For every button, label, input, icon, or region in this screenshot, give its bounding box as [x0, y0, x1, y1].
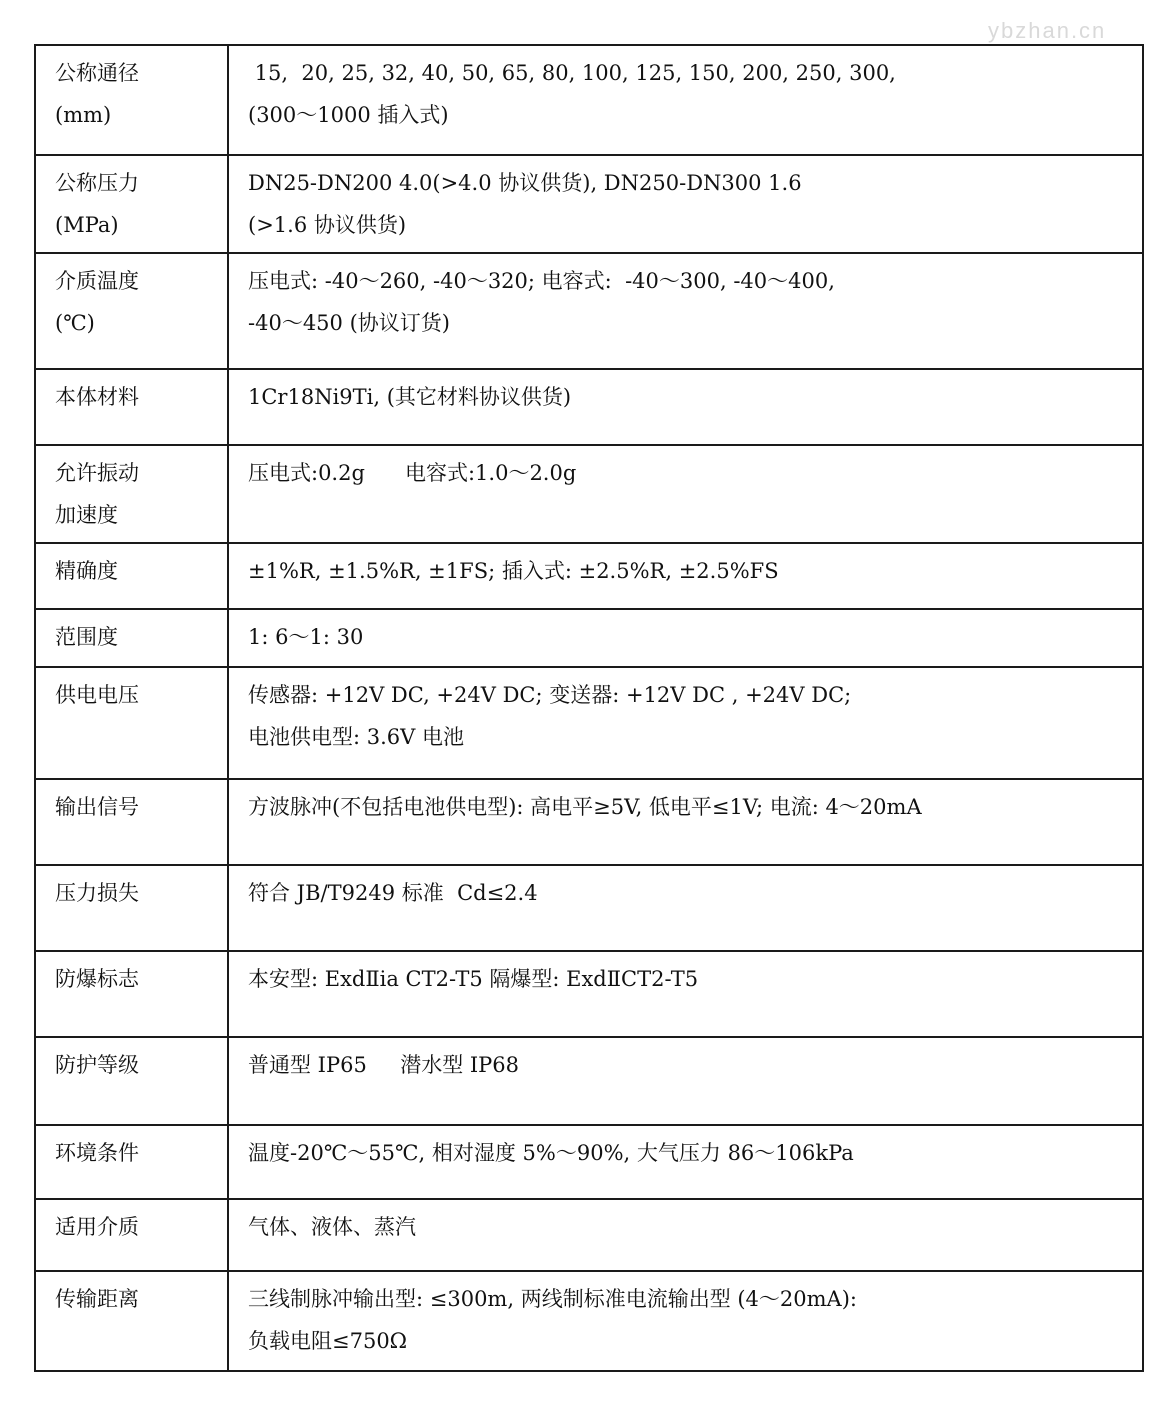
row-value-cell [228, 865, 1143, 951]
row-label: 防爆标志 [55, 967, 139, 991]
table-row [35, 155, 1143, 253]
row-label-cell [35, 779, 228, 865]
table-row [35, 369, 1143, 445]
row-label: 适用介质 [55, 1215, 139, 1239]
row-label-cell [35, 1199, 228, 1271]
spec-table [34, 44, 1144, 1372]
row-label-cell [35, 865, 228, 951]
row-value-cell [228, 1037, 1143, 1125]
row-label: 传输距离 [55, 1287, 139, 1311]
row-value: 温度-20℃～55℃, 相对湿度 5%～90%, 大气压力 86～106kPa [248, 1141, 854, 1165]
row-label-cell [35, 1037, 228, 1125]
row-value-cell [228, 155, 1143, 253]
row-label: 供电电压 [55, 683, 139, 707]
row-label: 公称压力 [55, 171, 139, 195]
row-value: 气体、液体、蒸汽 [248, 1215, 416, 1239]
row-label: (℃) [55, 311, 95, 335]
row-label-cell [35, 543, 228, 609]
row-label: 精确度 [55, 559, 118, 583]
row-value-cell [228, 1199, 1143, 1271]
row-label-cell [35, 1271, 228, 1371]
row-value-cell [228, 951, 1143, 1037]
row-value: 符合 JB/T9249 标准 Cd≤2.4 [248, 881, 538, 905]
row-value-cell [228, 779, 1143, 865]
row-value: 1: 6～1: 30 [248, 625, 364, 649]
row-label-cell [35, 951, 228, 1037]
row-label: 公称通径 [55, 61, 139, 85]
watermark-text: ybzhan.cn [988, 18, 1107, 43]
row-value: ±1%R, ±1.5%R, ±1FS; 插入式: ±2.5%R, ±2.5%FS [248, 559, 779, 583]
row-value-cell [228, 543, 1143, 609]
row-label-cell [35, 445, 228, 543]
row-value-cell [228, 1125, 1143, 1199]
row-label: 压力损失 [55, 881, 139, 905]
table-row [35, 1125, 1143, 1199]
row-value: (>1.6 协议供货) [248, 213, 407, 237]
row-label: (mm) [55, 103, 112, 127]
row-value-cell [228, 609, 1143, 667]
table-row [35, 45, 1143, 155]
row-label: 介质温度 [55, 269, 139, 293]
row-label-cell [35, 155, 228, 253]
row-label: 本体材料 [55, 385, 139, 409]
row-value: 负载电阻≤750Ω [248, 1329, 408, 1353]
row-label-cell [35, 1125, 228, 1199]
row-label: (MPa) [55, 213, 119, 237]
row-value: 传感器: +12V DC, +24V DC; 变送器: +12V DC , +24V DC; [248, 683, 852, 707]
row-value: 压电式:0.2g 电容式:1.0～2.0g [248, 461, 577, 485]
row-value: -40～450 (协议订货) [248, 311, 450, 335]
row-value: 三线制脉冲输出型: ≤300m, 两线制标准电流输出型 (4～20mA): [248, 1287, 857, 1311]
row-value-cell [228, 369, 1143, 445]
row-value: (300～1000 插入式) [248, 103, 449, 127]
row-label-cell [35, 45, 228, 155]
row-label: 范围度 [55, 625, 118, 649]
row-value: 压电式: -40～260, -40～320; 电容式: -40～300, -40～400, [248, 269, 835, 293]
table-row [35, 609, 1143, 667]
row-value-cell [228, 1271, 1143, 1371]
row-value: 普通型 IP65 潜水型 IP68 [248, 1053, 520, 1077]
row-value: 1Cr18Ni9Ti, (其它材料协议供货) [248, 385, 572, 409]
row-value-cell [228, 667, 1143, 779]
table-row [35, 1271, 1143, 1371]
table-row [35, 951, 1143, 1037]
row-value: 15, 20, 25, 32, 40, 50, 65, 80, 100, 125, 150, 200, 250, 300, [248, 61, 896, 85]
row-label: 输出信号 [55, 795, 139, 819]
row-value: 方波脉冲(不包括电池供电型): 高电平≥5V, 低电平≤1V; 电流: 4～20mA [248, 795, 922, 819]
row-label-cell [35, 253, 228, 369]
table-row [35, 543, 1143, 609]
row-value-cell [228, 445, 1143, 543]
row-label: 允许振动 [55, 461, 139, 485]
table-row [35, 1037, 1143, 1125]
row-label-cell [35, 609, 228, 667]
table-row [35, 445, 1143, 543]
row-value-cell [228, 253, 1143, 369]
row-value: 本安型: ExdⅡia CT2-T5 隔爆型: ExdⅡCT2-T5 [248, 967, 699, 991]
row-label-cell [35, 369, 228, 445]
table-row [35, 667, 1143, 779]
row-value: DN25-DN200 4.0(>4.0 协议供货), DN250-DN300 1.6 [248, 171, 802, 195]
table-row [35, 1199, 1143, 1271]
table-row [35, 779, 1143, 865]
table-row [35, 865, 1143, 951]
row-label-cell [35, 667, 228, 779]
row-value: 电池供电型: 3.6V 电池 [248, 725, 464, 749]
row-label: 加速度 [55, 503, 118, 527]
row-label: 环境条件 [55, 1141, 139, 1165]
table-row [35, 253, 1143, 369]
row-label: 防护等级 [55, 1053, 139, 1077]
row-value-cell [228, 45, 1143, 155]
